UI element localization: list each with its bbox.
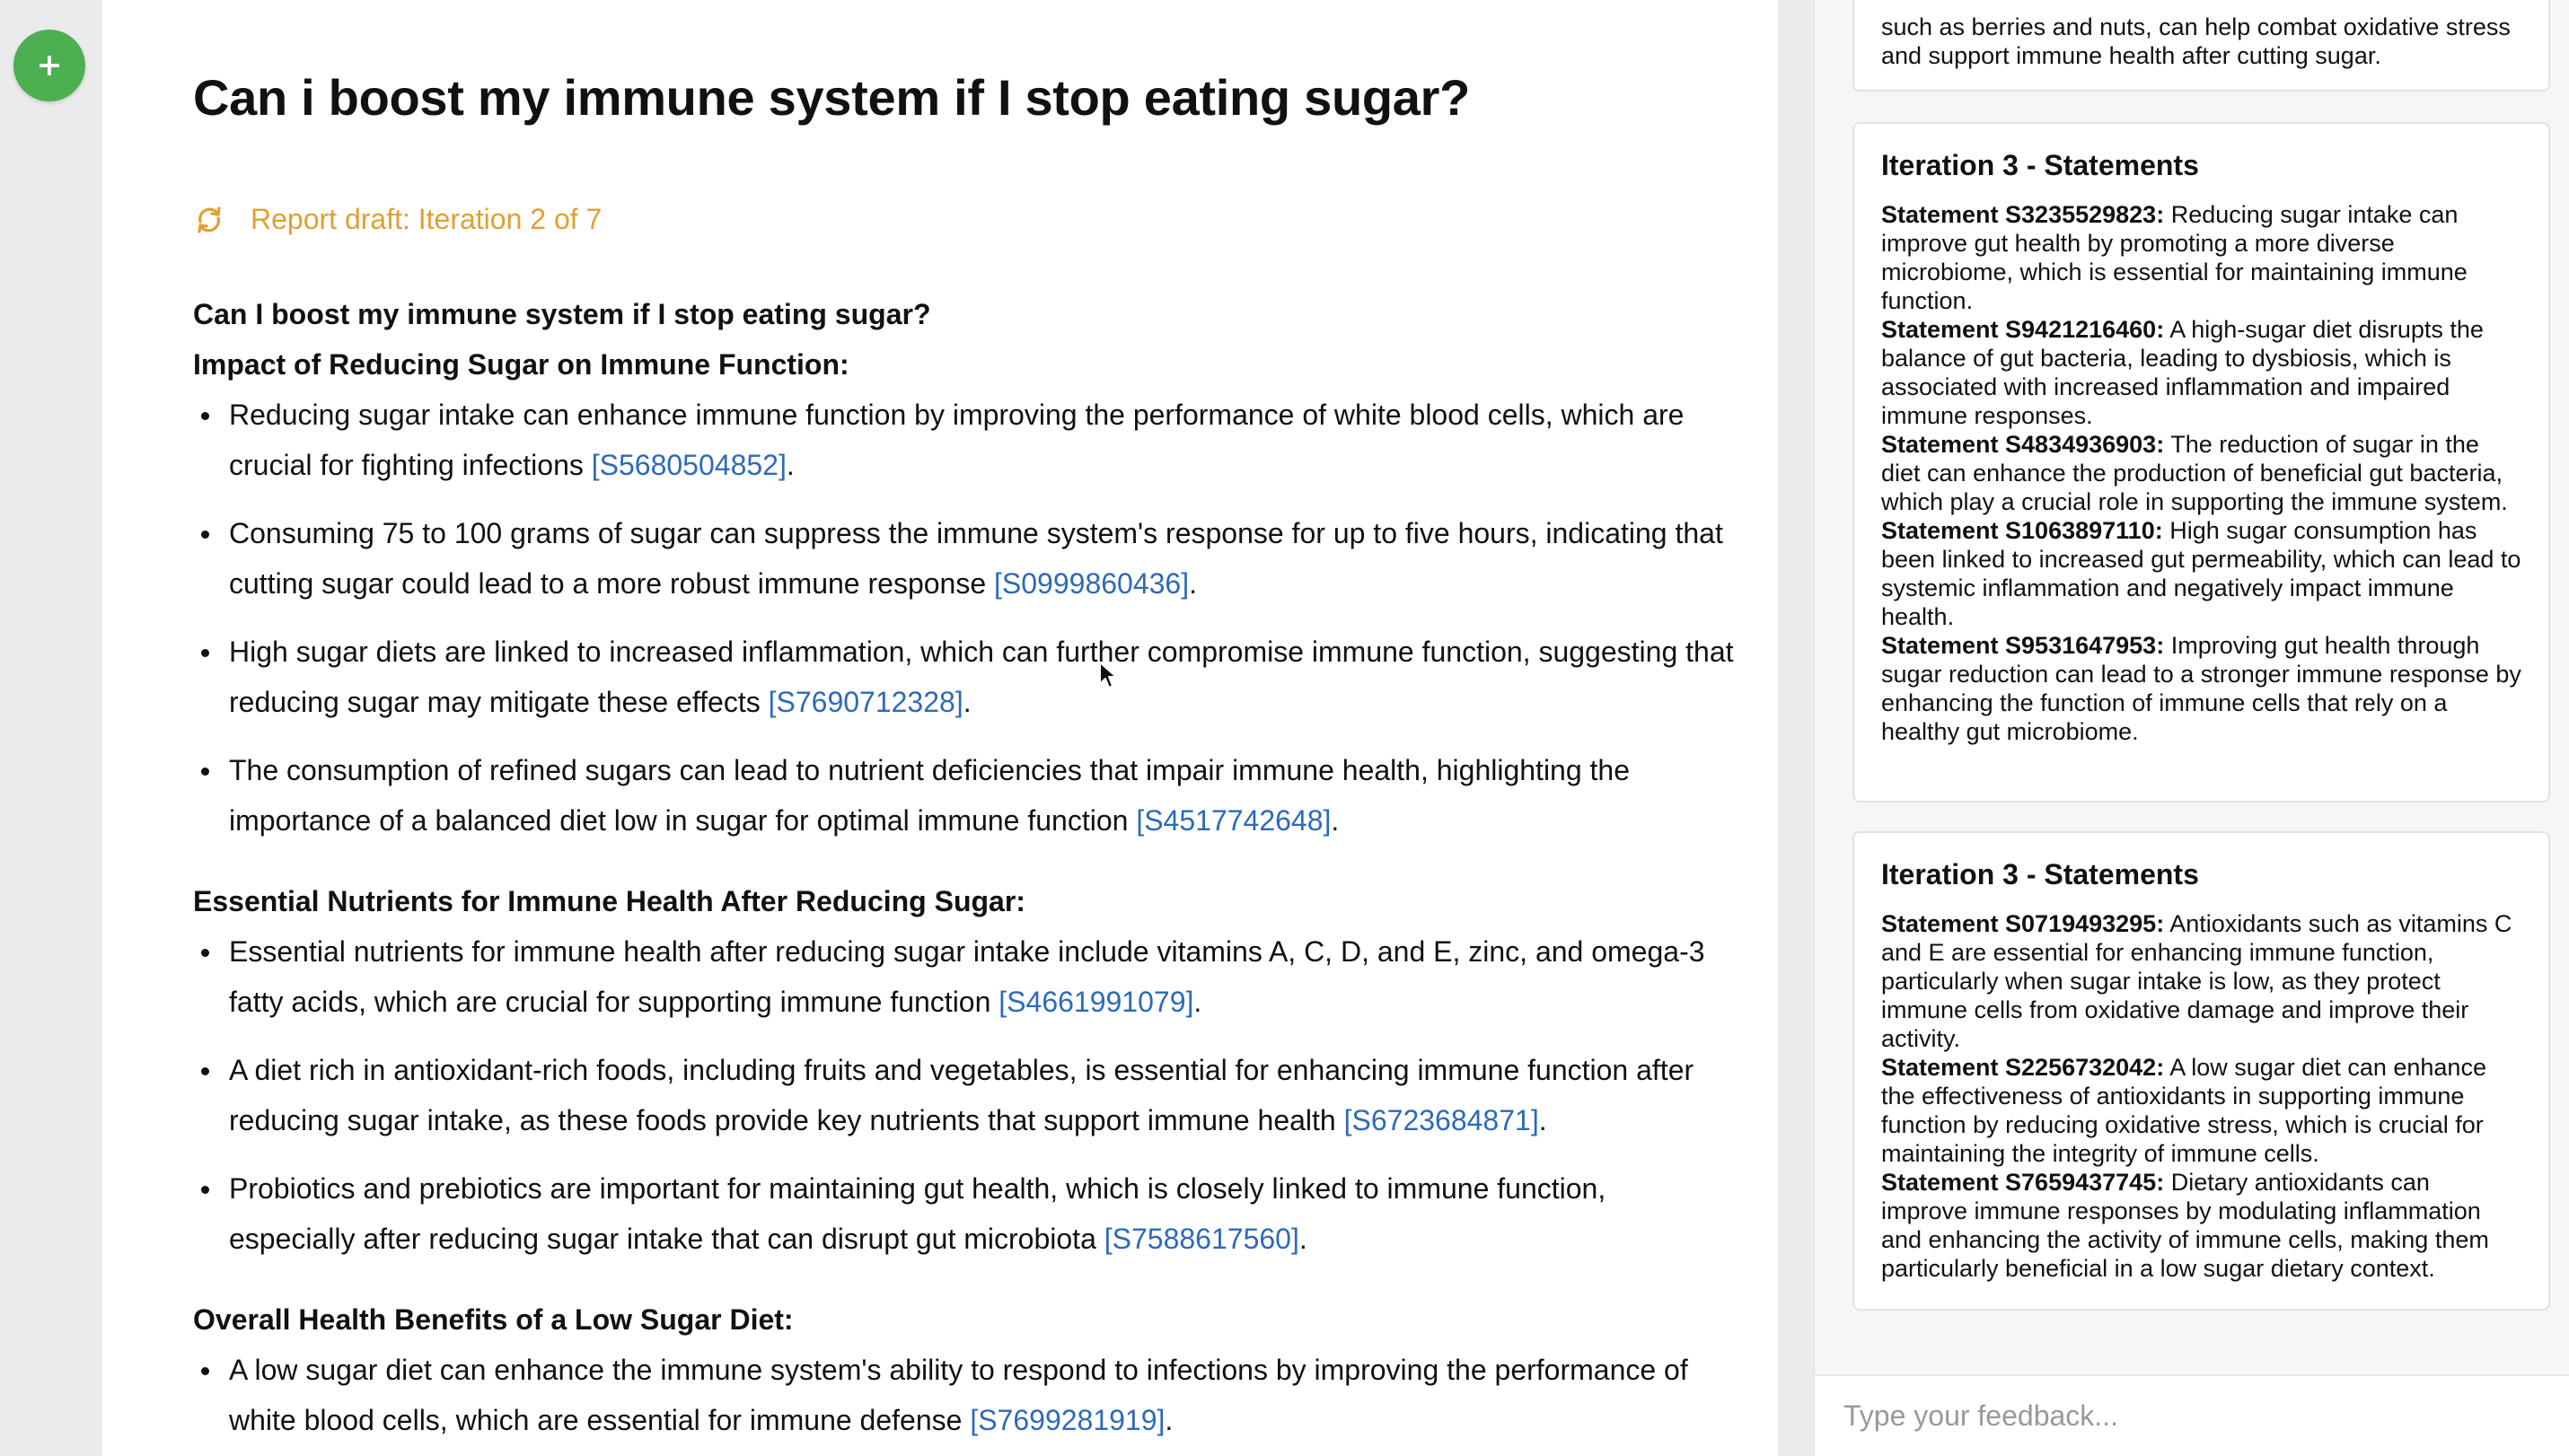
statement <box>1881 315 2521 430</box>
statement-id: Statement S2256732042: <box>1881 1054 2165 1081</box>
list-item: Reducing sugar intake can enhance immune function by improving the performance of white blood cells, which are crucial for fighting infections [S5680504852]. <box>193 390 1738 490</box>
statement-text: High sugar consumption has been linked to increased gut permeability, which can lead to systemic inflammation and negatively impact immune health. <box>1881 517 2521 630</box>
bullet-text: A low sugar diet can enhance the immune system's ability to respond to infections by improving the performance of white blood cells, which are essential for immune defense <box>229 1354 1688 1436</box>
citation-link[interactable]: [S4661991079] <box>999 986 1194 1018</box>
section-heading: Essential Nutrients for Immune Health After Reducing Sugar: <box>193 885 1025 917</box>
statement-text: Dietary antioxidants can improve immune responses by modulating inflammation and enhancing the activity of immune cells, making them particularly beneficial in a low sugar dietary context. <box>1881 1169 2489 1282</box>
statement-id: Statement S9531647953: <box>1881 632 2165 659</box>
section-heading: Overall Health Benefits of a Low Sugar Diet: <box>193 1303 794 1336</box>
statement <box>1881 1053 2521 1168</box>
plus-icon <box>36 52 63 79</box>
statement-card <box>1852 831 2550 1311</box>
report-body <box>193 289 1738 1456</box>
bullet-text: High sugar diets are linked to increased inflammation, which can further compromise immune function, suggesting that reducing sugar may mitigate these effects <box>229 636 1734 718</box>
bullet-list <box>193 1345 1738 1445</box>
statement-text: Antioxidants such as vitamins C and E are essential for enhancing immune function, particularly when sugar intake is low, as they protect immune cells from oxidative damage and improve their activity. <box>1881 910 2512 1052</box>
statement <box>1881 430 2521 516</box>
report-question: Can I boost my immune system if I stop eating sugar? <box>193 298 931 330</box>
citation-link[interactable]: [S4517742648] <box>1136 804 1332 837</box>
statement-id: Statement S3235529823: <box>1881 201 2165 228</box>
card-title: Iteration 3 - Statements <box>1881 858 2199 890</box>
statement <box>1881 200 2521 315</box>
mouse-cursor-icon <box>1098 661 1118 691</box>
bullet-list <box>193 926 1738 1264</box>
citation-link[interactable]: [S7588617560] <box>1104 1223 1299 1255</box>
citation-link[interactable]: [S7690712328] <box>768 686 963 718</box>
citation-link[interactable]: [S0999860436] <box>994 567 1190 600</box>
list-item: The consumption of refined sugars can lead to nutrient deficiencies that impair immune health, highlighting the importance of a balanced diet low in sugar for optimal immune function [S4517742648]. <box>193 745 1738 846</box>
bullet-text: Consuming 75 to 100 grams of sugar can suppress the immune system's response for up to five hours, indicating that cutting sugar could lead to a more robust immune response <box>229 517 1723 600</box>
list-item: Probiotics and prebiotics are important for maintaining gut health, which is closely linked to immune function, especially after reducing sugar intake that can disrupt gut microbiota [S7588617560]. <box>193 1163 1738 1264</box>
list-item: A low sugar diet can enhance the immune system's ability to respond to infections by improving the performance of white blood cells, which are essential for immune defense [S7699281919]. <box>193 1345 1738 1445</box>
bullet-text: The consumption of refined sugars can lead to nutrient deficiencies that impair immune health, highlighting the importance of a balanced diet low in sugar for optimal immune function <box>229 754 1631 837</box>
statement-id: Statement S0719493295: <box>1881 910 2165 937</box>
statement-text: The reduction of sugar in the diet can enhance the production of beneficial gut bacteria, which play a crucial role in supporting the immune system. <box>1881 431 2508 515</box>
statement <box>1881 516 2521 631</box>
draft-status-text: Report draft: Iteration 2 of 7 <box>251 203 603 235</box>
statement <box>1881 1168 2521 1283</box>
list-item: High sugar diets are linked to increased inflammation, which can further compromise immune function, suggesting that reducing sugar may mitigate these effects [S7690712328]. <box>193 627 1738 727</box>
statement <box>1881 909 2521 1053</box>
statement <box>1881 631 2521 746</box>
bullet-text: Probiotics and prebiotics are important for maintaining gut health, which is closely linked to immune function, especially after reducing sugar intake that can disrupt gut microbiota <box>229 1172 1606 1255</box>
add-report-button[interactable] <box>13 30 85 101</box>
bullet-text: Essential nutrients for immune health after reducing sugar intake include vitamins A, C, D, and E, zinc, and omega-3 fatty acids, which are crucial for supporting immune function <box>229 935 1705 1018</box>
draft-status <box>193 203 602 236</box>
list-item: A diet rich in antioxidant-rich foods, including fruits and vegetables, is essential for enhancing immune function after reducing sugar intake, as these foods provide key nutrients that support immune health [S6723684871]. <box>193 1045 1738 1145</box>
list-item: Essential nutrients for immune health after reducing sugar intake include vitamins A, C, D, and E, zinc, and omega-3 fatty acids, which are crucial for supporting immune function [S4661991079]. <box>193 926 1738 1027</box>
bullet-text: A diet rich in antioxidant-rich foods, including fruits and vegetables, is essential for enhancing immune function after reducing sugar intake, as these foods provide key nutrients that support immune health <box>229 1054 1694 1136</box>
statement-text: Improving gut health through sugar reduction can lead to a stronger immune response by enhancing the function of immune cells that rely on a healthy gut microbiome. <box>1881 632 2521 745</box>
list-item: Consuming 75 to 100 grams of sugar can suppress the immune system's response for up to five hours, indicating that cutting sugar could lead to a more robust immune response [S0999860436]. <box>193 508 1738 609</box>
statement-card <box>1852 122 2550 803</box>
statements-panel <box>1814 0 2569 1456</box>
statement-text: Reducing sugar intake can improve gut health by promoting a more diverse microbiome, which is essential for maintaining immune function. <box>1881 201 2468 314</box>
bullet-text: Reducing sugar intake can enhance immune function by improving the performance of white blood cells, which are crucial for fighting infections <box>229 399 1685 481</box>
report-panel <box>102 0 1778 1456</box>
refresh-icon <box>193 204 225 236</box>
bullet-list <box>193 390 1738 846</box>
statement-text: A low sugar diet can enhance the effectiveness of antioxidants in supporting immune function by reducing oxidative stress, which is crucial for maintaining the integrity of immune cells. <box>1881 1054 2486 1167</box>
statement-id: Statement S9421216460: <box>1881 316 2165 343</box>
feedback-bar <box>1815 1374 2569 1456</box>
section-heading: Impact of Reducing Sugar on Immune Function: <box>193 348 849 381</box>
statement-id: Statement S4834936903: <box>1881 431 2165 458</box>
citation-link[interactable]: [S5680504852] <box>591 449 787 481</box>
statement-id: Statement S7659437745: <box>1881 1169 2165 1196</box>
page-title: Can i boost my immune system if I stop eating sugar? <box>193 69 1470 126</box>
statement-fragment: such as berries and nuts, can help combat oxidative stress and support immune health after cutting sugar. <box>1881 13 2511 69</box>
feedback-input[interactable] <box>1815 1376 2569 1456</box>
statement-text: A high-sugar diet disrupts the balance of gut bacteria, leading to dysbiosis, which is associated with increased inflammation and impaired immune responses. <box>1881 316 2484 429</box>
citation-link[interactable]: [S7699281919] <box>970 1404 1166 1436</box>
citation-link[interactable]: [S6723684871] <box>1343 1104 1539 1136</box>
statement-card-partial <box>1852 0 2550 92</box>
card-title: Iteration 3 - Statements <box>1881 149 2199 181</box>
left-rail <box>0 0 102 1456</box>
statement-id: Statement S1063897110: <box>1881 517 2163 544</box>
